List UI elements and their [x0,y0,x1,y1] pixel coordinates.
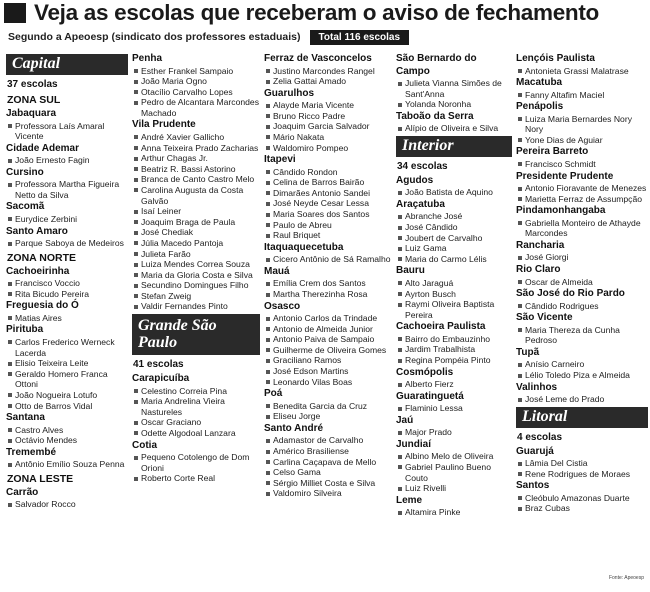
school-item: Yone Dias de Aguiar [516,135,648,146]
zone-heading: ZONA NORTE [7,251,77,264]
school-item: Flaminio Lessa [396,403,512,414]
school-item: Cleóbulo Amazonas Duarte [516,493,648,504]
city-heading: Leme [396,494,423,506]
city-heading: Valinhos [516,381,558,393]
school-item: Maria Thereza da Cunha Pedroso [516,325,648,346]
school-item: Rene Rodrigues de Moraes [516,469,648,480]
city-heading: Pindamonhangaba [516,205,606,217]
school-item: Leonardo Vilas Boas [264,377,392,388]
school-item: João Nogueira Lotufo [6,390,128,401]
school-item: Gabriella Monteiro de Athayde Marcondes [516,218,648,239]
school-item: Luiza Maria Bernardes Nory Nory [516,114,648,135]
city-heading: Cosmópolis [396,366,454,378]
city-heading: Rio Claro [516,264,561,276]
school-item: Francisco Schmidt [516,159,648,170]
region-banner: Grande São Paulo [132,314,260,355]
school-item: Joaquim Garcia Salvador [264,121,392,132]
city-heading: Cotia [132,439,157,451]
page-title: Veja as escolas que receberam o aviso de fechamento [34,0,599,25]
school-item: Regina Pompéia Pinto [396,355,512,366]
school-item: Arthur Chagas Jr. [132,153,260,164]
school-item: Américo Brasiliense [264,446,392,457]
city-heading: Osasco [264,300,301,312]
city-heading: Mauá [264,265,290,277]
city-heading: Guarulhos [264,87,315,99]
city-heading: Carapicuíba [132,373,190,385]
school-item: Julieta Farão [132,249,260,260]
school-item: Cândido Rondon [264,167,392,178]
school-item: Antonio Fioravante de Menezes [516,183,648,194]
headline-bar [4,0,650,26]
region-banner: Interior [396,136,512,157]
school-item: Carolina Augusta da Costa Galvão [132,185,260,206]
school-item: Waldomiro Pompeo [264,143,392,154]
zone-heading: ZONA SUL [7,94,61,106]
school-item: Luiz Gama [396,243,512,254]
school-item: Professora Laís Amaral Vicente [6,121,128,142]
school-item: Paulo de Abreu [264,220,392,231]
city-heading: Jaú [396,414,414,426]
city-heading: Lençóis Paulista [516,53,595,64]
city-heading: Jundiaí [396,438,432,450]
city-heading: Freguesia do Ó [6,300,79,312]
school-item: Júlia Macedo Pantoja [132,238,260,249]
school-item: Celestino Correia Pina [132,386,260,397]
school-item: Celso Gama [264,467,392,478]
school-item: José Cândido [396,222,512,233]
source-credit: Fonte: Apeoesp [608,575,644,581]
school-item: Sérgio Milliet Costa e Silva [264,478,392,489]
region-count: 37 escolas [7,79,58,90]
school-item: Alto Jaraguá [396,278,512,289]
school-item: Luiza Mendes Correa Souza [132,259,260,270]
school-item: Gabriel Paulino Bueno Couto [396,462,512,483]
city-heading: Bauru [396,265,425,277]
school-item: Raymi Oliveira Baptista Pereira [396,299,512,320]
school-item: Matias Aires [6,313,128,324]
region-count: 41 escolas [133,359,184,371]
city-heading: Penápolis [516,101,564,113]
city-heading: São José do Rio Pardo [516,288,625,300]
school-item: Martha Therezinha Rosa [264,289,392,300]
school-item: Branca de Canto Castro Melo [132,174,260,185]
school-item: Luiz Rivelli [396,483,512,494]
column-2 [132,52,260,484]
school-item: Guilherme de Oliveira Gomes [264,345,392,356]
school-item: Eliseu Jorge [264,411,392,422]
school-item: Carlina Caçapava de Mello [264,457,392,468]
school-item: Adamastor de Carvalho [264,435,392,446]
school-item: Jardim Trabalhista [396,344,512,355]
school-item: Marietta Ferraz de Assumpção [516,194,648,205]
school-item: Esther Frankel Sampaio [132,66,260,77]
city-heading: Tupã [516,346,540,358]
school-item: Eurydice Zerbini [6,214,128,225]
headline-marker [4,3,26,23]
school-item: Valdomiro Silveira [264,488,392,499]
school-item: José Leme do Prado [516,394,648,405]
school-item: Alayde Maria Vicente [264,100,392,111]
region-count: 4 escolas [517,431,563,443]
school-item: Oscar Graciano [132,417,260,428]
column-3 [264,52,392,499]
school-item: João Batista de Aquino [396,187,512,198]
school-item: Otacílio Carvalho Lopes [132,87,260,98]
school-item: Antonio Paiva de Sampaio [264,334,392,345]
school-item: Anna Teixeira Prado Zacharias [132,143,260,154]
school-item: Antônio Emílio Souza Penna [6,459,128,470]
city-heading: Cachoeirinha [6,265,70,277]
school-item: Beatriz R. Bassi Astorino [132,164,260,175]
city-heading: Ferraz de Vasconcelos [264,53,372,64]
city-heading: Santos [516,480,550,492]
school-item: Odette Algodoal Lanzara [132,428,260,439]
school-item: Graciliano Ramos [264,355,392,366]
school-item: Justino Marcondes Rangel [264,66,392,77]
school-item: Parque Saboya de Medeiros [6,238,128,249]
city-heading: São Bernardo do Campo [396,53,477,77]
school-item: Rita Bicudo Pereira [6,289,128,300]
city-heading: Cursino [6,166,44,178]
school-item: Bairro do Embauzinho [396,334,512,345]
city-heading: Tremembé [6,446,57,458]
region-banner: Capital [6,54,128,75]
school-item: Raul Briquet [264,230,392,241]
school-item: José Edson Martins [264,366,392,377]
school-item: Emília Crem dos Santos [264,278,392,289]
school-item: José Giorgi [516,252,648,263]
city-heading: Santo Amaro [6,225,68,237]
school-item: Geraldo Homero Franca Ottoni [6,369,128,390]
city-heading: Guaratinguetá [396,390,464,402]
school-item: Roberto Corte Real [132,473,260,484]
school-item: Antonio de Almeida Junior [264,324,392,335]
school-item: Joubert de Carvalho [396,233,512,244]
school-item: Maria do Carmo Lélis [396,254,512,265]
school-item: Maria Andrelina Vieira Nastureles [132,396,260,417]
school-item: Oscar de Almeida [516,277,648,288]
region-count: 34 escolas [397,160,448,172]
school-item: João Ernesto Fagin [6,155,128,166]
school-item: Lâmia Del Cistia [516,458,648,469]
school-item: Carlos Frederico Werneck Lacerda [6,337,128,358]
city-heading: Araçatuba [396,198,445,210]
school-item: Elisio Teixeira Leite [6,358,128,369]
school-item: Zelia Gattai Amado [264,76,392,87]
school-item: André Xavier Gallicho [132,132,260,143]
school-item: Altamira Pinke [396,507,512,518]
school-item: Anísio Carneiro [516,359,648,370]
city-heading: Sacomã [6,201,45,213]
school-item: Alípio de Oliveira e Silva [396,123,512,134]
column-4 [396,52,512,518]
school-item: Lélio Toledo Piza e Almeida [516,370,648,381]
school-item: Celina de Barros Bairão [264,177,392,188]
school-item: Bruno Ricco Padre [264,111,392,122]
city-heading: Itapevi [264,154,296,166]
city-heading: Jabaquara [6,108,57,119]
city-heading: Macatuba [516,77,563,89]
school-item: Ayrton Busch [396,289,512,300]
school-item: Valdir Fernandes Pinto [132,301,260,312]
zone-heading: ZONA LESTE [7,472,74,485]
school-item: Cicero Antônio de Sá Ramalho [264,254,392,265]
city-heading: São Vicente [516,312,573,324]
school-item: Otto de Barros Vidal [6,401,128,412]
school-item: Major Prado [396,427,512,438]
school-item: José Neyde Cesar Lessa [264,198,392,209]
school-item: Abranche José [396,211,512,222]
city-heading: Santana [6,412,45,424]
region-banner: Litoral [516,407,648,428]
school-item: Julieta Vianna Simões de Sant'Anna [396,78,512,99]
city-heading: Vila Prudente [132,119,196,131]
column-1 [6,52,128,510]
school-item: Yolanda Noronha [396,99,512,110]
school-item: Braz Cubas [516,503,648,514]
city-heading: Guarujá [516,445,554,457]
school-item: Mário Nakata [264,132,392,143]
school-item: Pequeno Cotolengo de Dom Orioni [132,452,260,473]
school-item: Antonio Carlos da Trindade [264,313,392,324]
city-heading: Poá [264,388,283,400]
city-heading: Itaquaquecetuba [264,241,344,253]
city-heading: Cachoeira Paulista [396,321,486,333]
school-item: Alberto Fierz [396,379,512,390]
school-item: Isaí Leiner [132,206,260,217]
school-item: Stefan Zweig [132,291,260,302]
school-item: Maria da Gloria Costa e Silva [132,270,260,281]
school-item: Octávio Mendes [6,435,128,446]
school-item: Cândido Rodrigues [516,301,648,312]
school-item: Professora Martha Figueira Netto da Silva [6,179,128,200]
source-note: Segundo a Apeoesp (sindicato dos professores estaduais) [8,31,301,43]
city-heading: Rancharia [516,239,565,251]
city-heading: Taboão da Serra [396,110,474,122]
column-5 [516,52,648,514]
school-item: Francisco Voccio [6,278,128,289]
city-heading: Penha [132,53,163,64]
source-row [8,29,409,45]
school-item: Fanny Altafim Maciel [516,90,648,101]
school-item: Dimarães Antonio Sandei [264,188,392,199]
school-item: Albino Melo de Oliveira [396,451,512,462]
school-item: Joaquim Braga de Paula [132,217,260,228]
city-heading: Carrão [6,486,39,498]
school-item: João Maria Ogno [132,76,260,87]
school-item: José Chediak [132,227,260,238]
city-heading: Cidade Ademar [6,142,79,154]
city-heading: Santo André [264,422,324,434]
school-item: Secundino Domingues Filho [132,280,260,291]
total-badge: Total 116 escolas [310,30,410,45]
school-item: Pedro de Alcantara Marcondes Machado [132,97,260,118]
school-item: Benedita Garcia da Cruz [264,401,392,412]
city-heading: Pirituba [6,324,44,336]
city-heading: Presidente Prudente [516,170,614,182]
city-heading: Pereira Barreto [516,146,589,158]
school-item: Salvador Rocco [6,499,128,510]
city-heading: Agudos [396,174,434,186]
school-item: Castro Alves [6,425,128,436]
school-item: Antonieta Grassi Malatrase [516,66,648,77]
school-item: Maria Soares dos Santos [264,209,392,220]
